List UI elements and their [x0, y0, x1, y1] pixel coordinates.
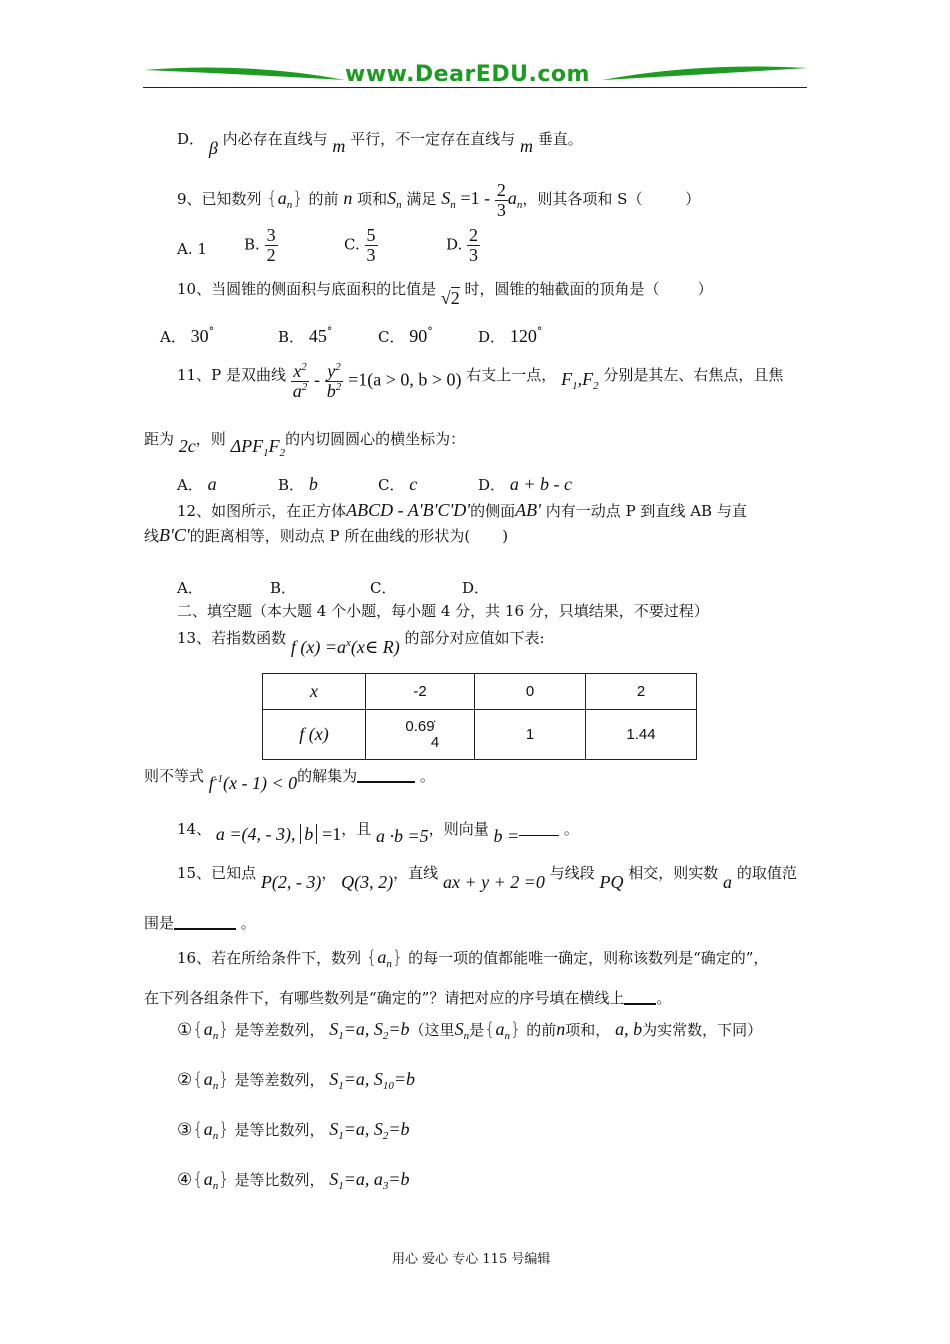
q8-option-d: D． β 内必存在直线与 m 平行，不一定存在直线与 m 垂直。 — [177, 130, 583, 158]
math-beta: β — [208, 138, 218, 158]
question-9: 9、已知数列 $\{a_n\}$ 的前 n 项和$S_n$ 满足 $S_n =1$ - $\frac{2}{3}$ $a_n$，则其各项和 S（ ） — [177, 179, 701, 220]
header-site-name: www.DearEDU.com — [345, 62, 590, 87]
answer-blank-14[interactable] — [519, 835, 559, 836]
question-11-line1: 11、P 是双曲线 $\frac{x^2}{a^2}$ - $\frac{y^2}{b^2}$ =1(a > 0, b > 0) 右支上一点， $F_1,F_2$ 分别是其左、右焦点，且焦 — [177, 361, 784, 401]
header-rule — [143, 87, 807, 88]
q16-item-3: $③\{a_n\}$ 是等比数列， $S_1=a$, $S_2=b$ — [177, 1119, 410, 1142]
question-15-line2: 围是 。 — [144, 914, 256, 932]
table-row: f (x) 0.69 4 1 1.44 — [263, 710, 697, 760]
q9-option-b[interactable]: B. $\frac{3}{2}$ — [244, 225, 276, 265]
question-11-line2: 距为 2c，则 $\Delta PF_1F_2$的内切圆圆心的横坐标为： — [144, 430, 466, 459]
q12-option-d[interactable]: D． — [462, 579, 490, 597]
value-table — [262, 673, 697, 760]
q12-option-a[interactable]: A． — [177, 579, 203, 597]
answer-blank-16[interactable] — [624, 1003, 656, 1005]
q11-option-d[interactable]: D． a + b - c — [478, 474, 572, 494]
q9-option-c[interactable]: C. $\frac{5}{3}$ — [344, 225, 376, 265]
brace-open: { — [266, 188, 278, 209]
question-12-line2: 线B'C'的距离相等，则动点 P 所在曲线的形状为( ) — [144, 525, 509, 545]
question-16-line1: 16、若在所给条件下，数列 $\{a_n\}$ 的每一项的值都能唯一确定，则称该数列是“确定的”， — [177, 947, 769, 970]
page-footer: 用心 爱心 专心 115 号编辑 — [392, 1252, 551, 1267]
question-14: 14、 a =(4, - 3), b =1，且 a ·b =5，则向量 b = 。 — [177, 820, 579, 846]
q11-option-c[interactable]: C． c — [378, 474, 418, 494]
q12-option-b[interactable]: B． — [270, 579, 297, 597]
fraction-2-3: $\frac{2}{3}$ — [496, 179, 506, 220]
section-2-title: 二、填空题（本大题 4 个小题，每小题 4 分，共 16 分，只填结果，不要过程） — [177, 602, 709, 620]
q9-option-a[interactable]: A. 1 — [177, 240, 207, 258]
answer-blank-13[interactable] — [357, 781, 415, 783]
left-swoosh — [144, 68, 345, 80]
q10-option-d[interactable]: D． 120° — [478, 325, 543, 346]
brace-close: } — [292, 188, 304, 209]
q16-item-4: $④\{a_n\}$ 是等比数列， $S_1=a$, $a_3=b$ — [177, 1169, 410, 1192]
q12-option-c[interactable]: C． — [370, 579, 397, 597]
q11-option-b[interactable]: B． b — [278, 474, 318, 494]
question-15-line1: 15、已知点 P(2, - 3)， Q(3, 2)，直线 ax + y + 2 =0 与线段 PQ 相交，则实数 a 的取值范 — [177, 864, 797, 892]
q10-option-a[interactable]: A． 30° — [160, 325, 215, 346]
table-row: x -2 0 2 — [263, 674, 697, 710]
q10-option-b[interactable]: B． 45° — [278, 325, 333, 346]
question-16-line2: 在下列各组条件下，有哪些数列是“确定的”？请把对应的序号填在横线上 。 — [144, 989, 672, 1007]
fraction-x2-a2: $\frac{x^2}{a^2}$ — [292, 361, 308, 401]
answer-blank-15[interactable] — [174, 928, 236, 930]
sqrt-2: √2 — [440, 288, 460, 308]
question-10: 10、当圆锥的侧面积与底面积的比值是 √2 时，圆锥的轴截面的顶角是（ ） — [177, 280, 713, 308]
q9-option-d[interactable]: D. $\frac{2}{3}$ — [446, 225, 479, 265]
q10-option-c[interactable]: C． 90° — [378, 325, 433, 346]
question-13-inequality: 则不等式 $f^{-1}(x - 1) < 0$的解集为 。 — [144, 767, 435, 793]
q11-option-a[interactable]: A． a — [177, 474, 217, 494]
right-swoosh — [602, 67, 808, 81]
question-12-line1: 12、如图所示，在正方体ABCD - A'B'C'D'的侧面AB' 内有一动点 P 到直线 AB 与直 — [177, 500, 747, 520]
q16-item-2: $②\{a_n\}$ 是等差数列， $S_1=a$, $S_{10}=b$ — [177, 1069, 416, 1092]
fraction-y2-b2: $\frac{y^2}{b^2}$ — [326, 361, 342, 401]
q16-item-1: $①\{a_n\}$ 是等差数列， $S_1=a$, $S_2=b$（这里$S_n$是$\{a_n\}$ 的前n项和， a, b为实常数，下同） — [177, 1019, 763, 1042]
question-13: 13、若指数函数 f $(x) =a^x(x\in$ R) 的部分对应值如下表: — [177, 629, 545, 657]
